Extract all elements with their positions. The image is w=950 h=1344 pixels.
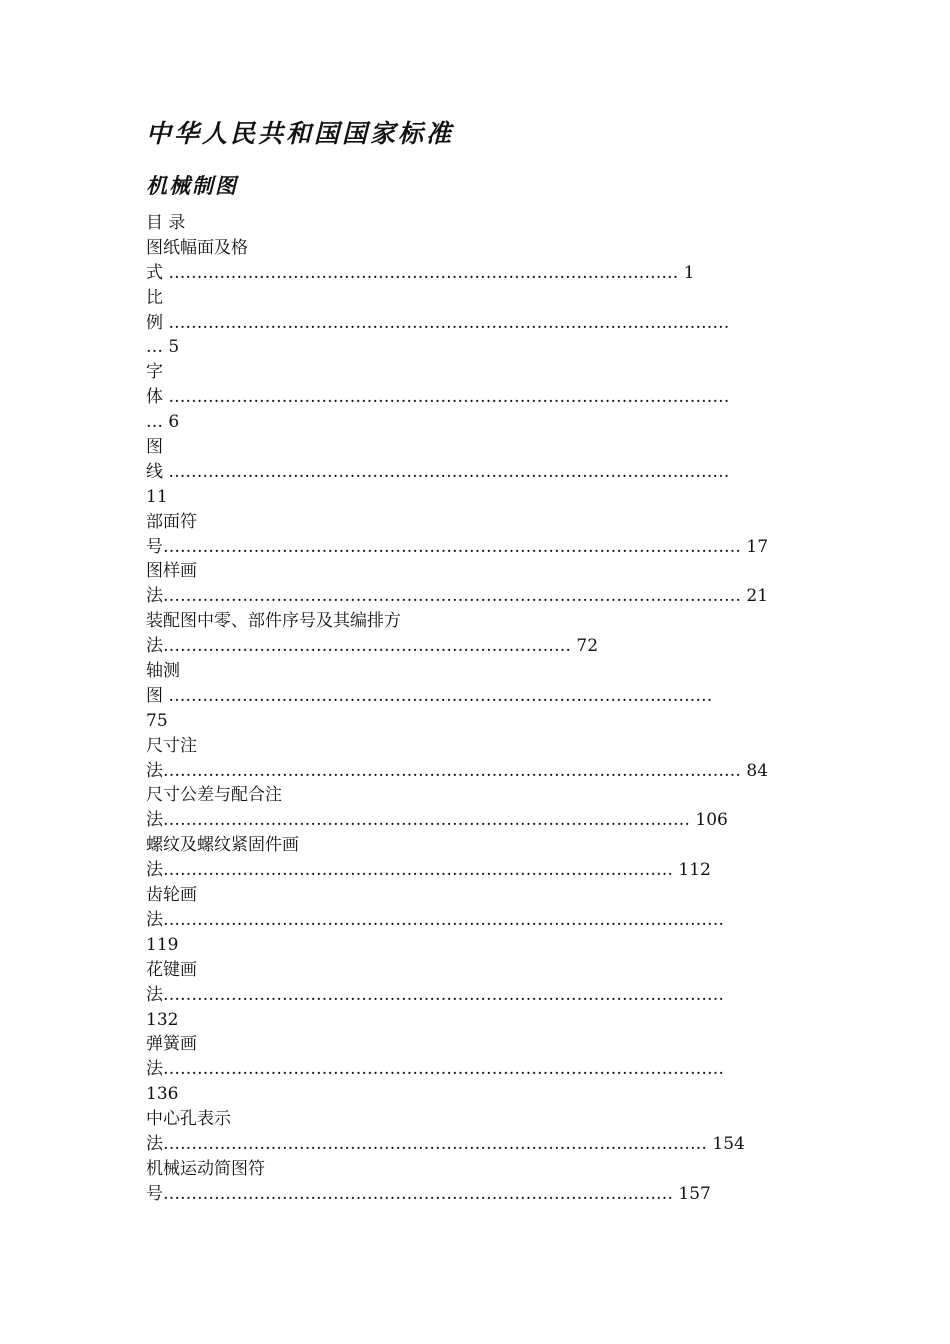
toc-line: 法………………………………………………………………………………………	[146, 984, 724, 1005]
toc-line: 11	[146, 486, 168, 507]
toc-line: 136	[146, 1084, 179, 1105]
toc-line: 中心孔表示	[146, 1109, 231, 1130]
toc-line: 尺寸注	[146, 735, 197, 756]
toc-line: 法………………………………………………………………………………………	[146, 1059, 724, 1080]
toc-line: 尺寸公差与配合注	[146, 785, 282, 806]
toc-line: 号………………………………………………………………………………………… 17	[146, 536, 769, 557]
toc-line: 花键画	[146, 959, 197, 980]
toc-line: 132	[146, 1009, 179, 1030]
toc-line: 法………………………………………………………………………………… 106	[146, 810, 728, 831]
toc-line: 字	[146, 362, 163, 383]
toc-line: 轴测	[146, 661, 180, 682]
toc-line: 线 ………………………………………………………………………………………	[146, 461, 730, 482]
toc-line: 法………………………………………………………………………………………	[146, 909, 724, 930]
table-of-contents	[146, 211, 826, 1207]
toc-line: 图纸幅面及格	[146, 237, 248, 258]
toc-line: 比	[146, 287, 163, 308]
toc-line: 式 ……………………………………………………………………………… 1	[146, 262, 695, 283]
toc-line: 图	[146, 437, 163, 458]
toc-line: 119	[146, 934, 179, 955]
document-subtitle: 机械制图	[146, 173, 238, 198]
toc-line: 图样画	[146, 561, 197, 582]
toc-line: 部面符	[146, 511, 197, 532]
toc-line: 75	[146, 710, 168, 731]
toc-line: 法……………………………………………………………………………… 112	[146, 860, 711, 881]
toc-line: 法………………………………………………………………………………………… 21	[146, 586, 769, 607]
toc-line: 例 ………………………………………………………………………………………	[146, 312, 730, 333]
toc-line: … 6	[146, 412, 180, 433]
toc-line: 齿轮画	[146, 885, 197, 906]
document-title: 中华人民共和国国家标准	[146, 119, 455, 148]
toc-heading: 目 录	[146, 213, 186, 233]
toc-line: 螺纹及螺纹紧固件画	[146, 835, 299, 856]
toc-line: 图 ……………………………………………………………………………………	[146, 685, 713, 706]
toc-line: 号……………………………………………………………………………… 157	[146, 1183, 711, 1204]
toc-line: 机械运动简图符	[146, 1158, 265, 1179]
toc-line: 装配图中零、部件序号及其编排方	[146, 611, 401, 632]
toc-line: … 5	[146, 337, 180, 358]
toc-line: 法…………………………………………………………………………………… 154	[146, 1133, 745, 1154]
toc-line: 法……………………………………………………………… 72	[146, 636, 599, 657]
toc-line: 体 ………………………………………………………………………………………	[146, 387, 730, 408]
toc-line: 弹簧画	[146, 1034, 197, 1055]
toc-line: 法………………………………………………………………………………………… 84	[146, 760, 769, 781]
